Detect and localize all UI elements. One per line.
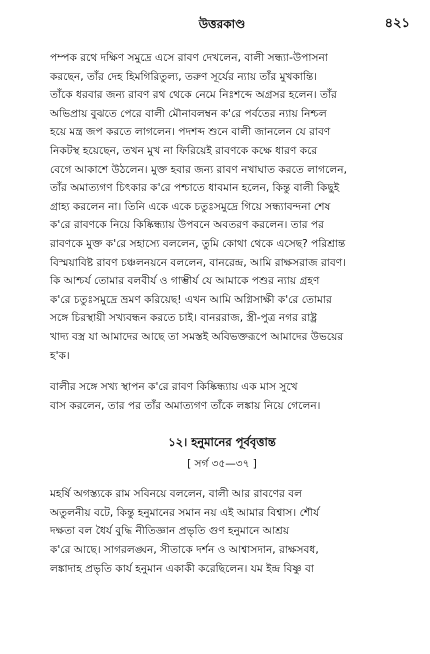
text-line: করছেন, তাঁর দেহ হিমগিরিতুল্য, তরুণ সূর্যের ন্যায় তাঁর মুখকান্তি। <box>50 70 318 83</box>
text-line: সঙ্গে চিরস্থায়ী সখ্যবন্ধন করতে চাই। বানররাজ, স্ত্রী-পুত্র নগর রাষ্ট্র <box>50 312 318 325</box>
text-line: হয়ে মন্ত্র জপ করতে লাগলেন। পদশব্দ শুনে বালী জানলেন যে রাবণ <box>50 126 331 139</box>
text-line: গ্রাহ্য করলেন না। তিনি একে একে চতুঃসমুদ্রে গিয়ে সন্ধ্যাবন্দনা শেষ <box>50 200 331 213</box>
text-line: লঙ্কাদাহ প্রভৃতি কার্য হনুমান একাকী করেছিলেন। যম ইন্দ্র বিষ্ণু বা <box>50 562 314 575</box>
text-line: বিস্ময়াবিষ্ট রাবণ চঞ্চলনয়নে বললেন, বানরেন্দ্র, আমি রাক্ষসরাজ রাবণ। <box>50 256 346 269</box>
text-line: তাঁর অমাত্যগণ চিৎকার ক'রে পশ্চাতে ধাবমান হলেন, কিন্তু বালী কিছুই <box>50 182 340 195</box>
text-line: রাবণকে মুক্ত ক'রে সহাস্যে বললেন, তুমি কোথা থেকে এসেছ? পরিশ্রান্ত <box>50 237 346 250</box>
text-line: পম্পক রথে দক্ষিণ সমুদ্রে এসে রাবণ দেখলেন, বালী সন্ধ্যা-উপাসনা <box>50 52 328 64</box>
text-line: বেগে আকাশে উঠলেন। মুক্ত হবার জন্য রাবণ নখাঘাত করতে লাগলেন, <box>50 163 347 176</box>
text-line: দক্ষতা বল ধৈর্য বুদ্ধি নীতিজ্ঞান প্রভৃতি গুণ হনুমানে আশ্রয় <box>50 525 290 538</box>
text-line: খাদ্য বস্ত্র যা আমাদের আছে তা সমস্তই অবিভক্তরূপে আমাদের উভয়ের <box>50 330 344 343</box>
text-line: ক'রে চতুঃসমুদ্রে ভ্রমণ করিয়েছ! এখন আমি অগ্নিসাক্ষী ক'রে তোমার <box>50 293 332 306</box>
text-line: ক'রে রাবণকে নিয়ে কিষ্কিন্ধ্যায় উপবনে অবতরণ করলেন। তার পর <box>50 219 324 232</box>
paragraph-1 <box>30 49 414 365</box>
text-line: বালীর সঙ্গে সখ্য স্থাপন ক'রে রাবণ কিষ্কিন্ধ্যায় এক মাস সুখে <box>50 381 298 394</box>
page-number: ৪২১ <box>384 16 410 31</box>
text-line: বাস করলেন, তার পর তাঁর অমাত্যগণ তাঁকে লঙ্কায় নিয়ে গেলেন। <box>50 399 321 412</box>
text-line: অভিপ্রায় বুঝতে পেরে বালী মৌনাবলম্বন ক'রে পর্বতের ন্যায় নিশ্চল <box>50 107 327 120</box>
sarga-range: [ সর্গ ৩৫—৩৭ ] <box>187 458 257 471</box>
text-line: নিকটস্থ হয়েছেন, তখন মুখ না ফিরিয়েই রাবণকে কক্ষে ধারণ করে <box>50 144 318 157</box>
text-line: ক'রে আছে। সাগরলঙ্ঘন, সীতাকে দর্শন ও আশ্বাসদান, রাক্ষসবধ, <box>50 544 319 557</box>
text-line: হ'ক। <box>50 349 70 362</box>
chapter-heading: ১২। হনুমানের পূর্ববৃত্তান্ত <box>168 435 276 450</box>
running-title: উত্তরকাণ্ড <box>198 17 246 31</box>
text-line: তাঁকে ধরবার জন্য রাবণ রথ থেকে নেমে নিঃশব্দে অগ্রসর হলেন। তাঁর <box>50 89 337 102</box>
paragraph-2 <box>30 378 414 415</box>
text-line: মহর্ষি অগস্ত্যকে রাম সবিনয়ে বললেন, বালী আর রাবণের বল <box>50 488 303 501</box>
paragraph-3 <box>30 485 414 578</box>
text-line: কি আশ্চর্য তোমার বলবীর্য ও গাম্ভীর্য যে আমাকে পশুর ন্যায় গ্রহণ <box>50 275 320 288</box>
page-header <box>30 10 414 32</box>
text-line: অতুলনীয় বটে, কিন্তু হনুমানের সমান নয় এই আমার বিশ্বাস। শৌর্য <box>50 506 320 519</box>
